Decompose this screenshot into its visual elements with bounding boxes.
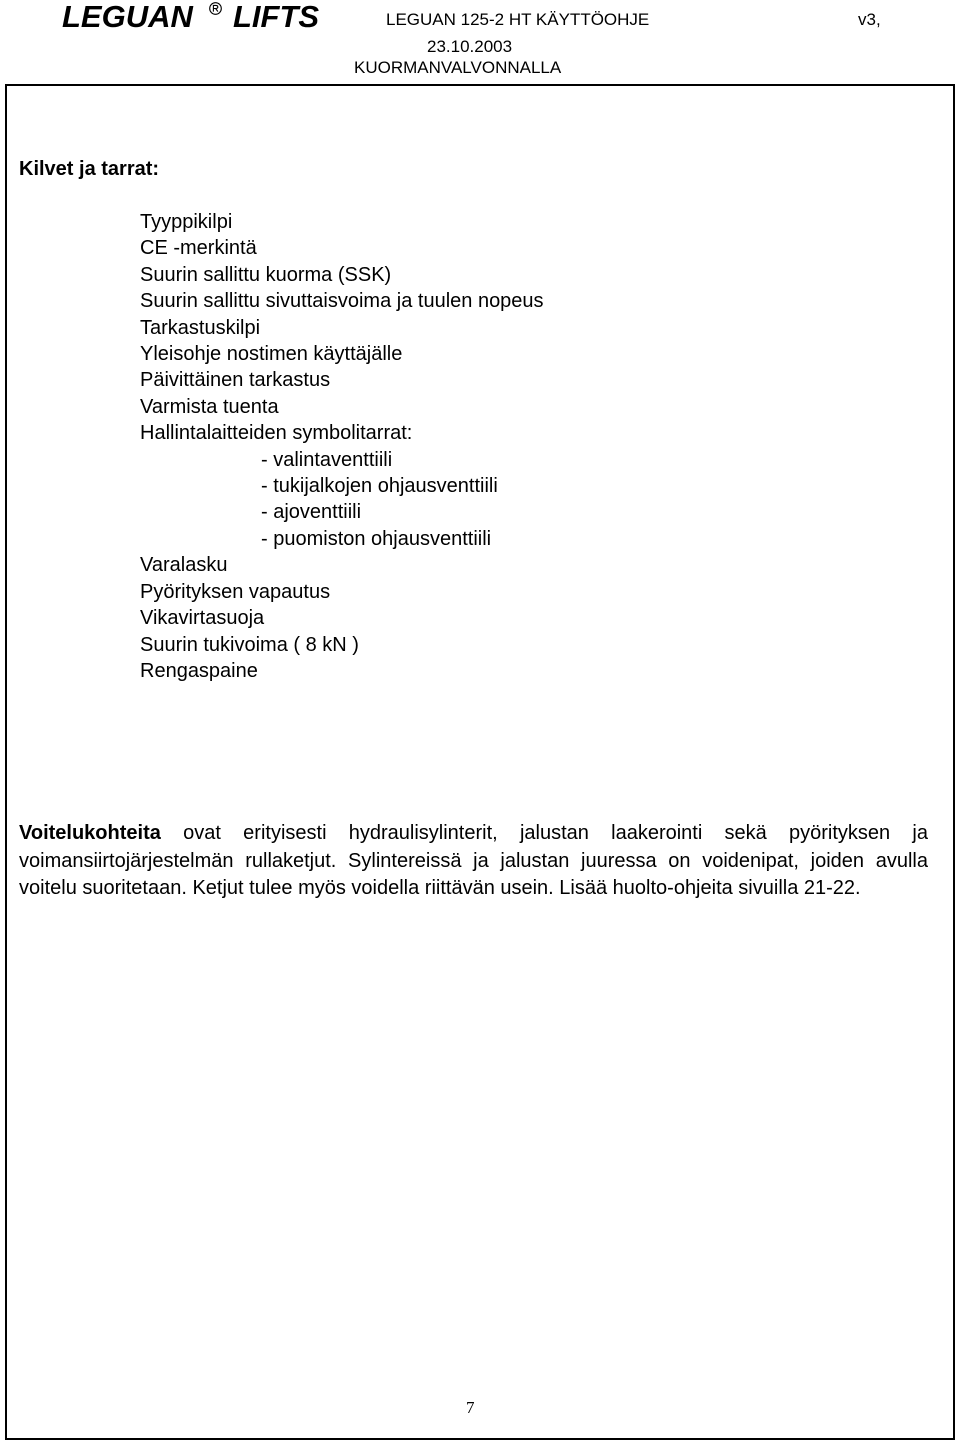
sign-label-list (140, 209, 544, 684)
list-subitem: - puomiston ohjausventtiili (261, 527, 492, 550)
list-item: CE -merkintä (140, 237, 257, 260)
list-item: Pyörityksen vapautus (140, 580, 331, 603)
list-subitem: - tukijalkojen ohjausventtiili (261, 475, 498, 498)
list-item: Suurin tukivoima ( 8 kN ) (140, 633, 359, 656)
document-title: LEGUAN 125-2 HT KÄYTTÖOHJE (386, 10, 650, 29)
list-subitem: - ajoventtiili (261, 501, 362, 524)
list-item: Yleisohje nostimen käyttäjälle (140, 343, 403, 366)
lubrication-term: Voitelukohteita (19, 822, 161, 844)
page-number: 7 (466, 1398, 475, 1417)
list-item: Hallintalaitteiden symbolitarrat: (140, 422, 413, 445)
list-item: Suurin sallittu kuorma (SSK) (140, 263, 392, 286)
list-item: Varmista tuenta (140, 395, 279, 418)
list-item: Tyyppikilpi (140, 211, 233, 233)
brand-logo-word-leguan: LEGUAN (62, 0, 193, 34)
list-subitem: - valintaventtiili (261, 448, 393, 471)
lubrication-paragraph (19, 820, 928, 903)
list-item: Varalasku (140, 554, 228, 577)
registered-trademark-icon (209, 2, 222, 15)
list-item: Vikavirtasuoja (140, 607, 265, 630)
list-item: Tarkastuskilpi (140, 316, 261, 339)
lubrication-text: ovat erityisesti hydraulisylinterit, jalustan laakerointi sekä pyörityksen ja voimansiirtojärjestelmän rullaketjut. Sylintereissä ja jalustan juuressa on voidenipat, joiden avulla voitelu suoritetaan. Ketjut tulee myös voidella riittävän usein. Lisää huolto-ohjeita sivuilla 21-22. (19, 822, 928, 899)
section-heading: Kilvet ja tarrat: (19, 158, 160, 180)
document-version: v3, (858, 10, 881, 29)
document-date: 23.10.2003 (427, 37, 513, 56)
list-item: Päivittäinen tarkastus (140, 369, 331, 392)
document-section: KUORMANVALVONNALLA (354, 58, 562, 77)
list-item: Suurin sallittu sivuttaisvoima ja tuulen nopeus (140, 290, 544, 313)
list-item: Rengaspaine (140, 659, 258, 682)
brand-logo-word-lifts: LIFTS (233, 0, 320, 34)
